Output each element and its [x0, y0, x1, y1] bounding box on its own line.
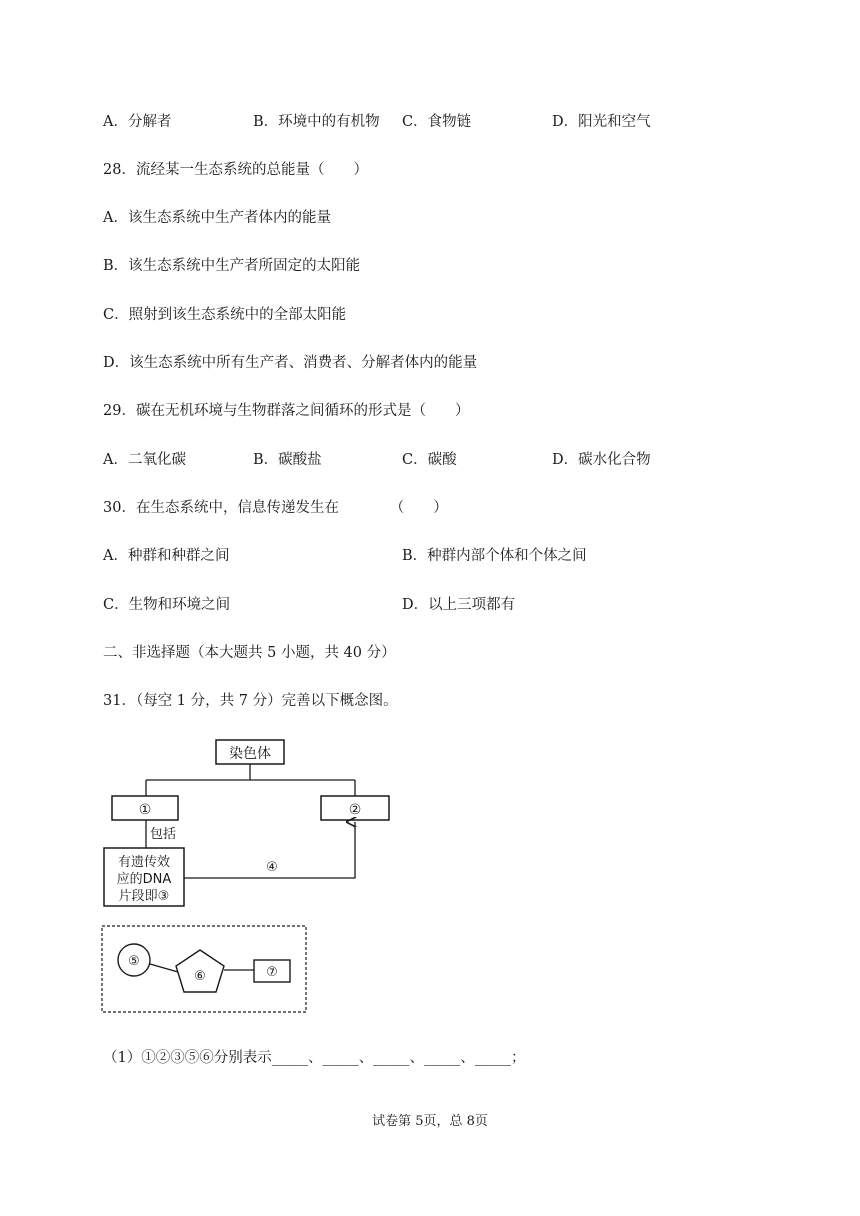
q28-option-a: A．该生态系统中生产者体内的能量 — [103, 210, 331, 226]
section2-heading: 二、非选择题（本大题共 5 小题，共 40 分） — [103, 645, 396, 661]
q31-stem: 31．（每空 1 分，共 7 分）完善以下概念图。 — [103, 693, 398, 709]
q27-option-b: B．环境中的有机物 — [253, 114, 380, 130]
q27-option-a: A．分解者 — [103, 114, 172, 130]
dna-label-line1: 有遗传效 — [117, 855, 171, 870]
q28-stem: 28．流经某一生态系统的总能量（ ） — [103, 162, 368, 178]
dna-label-line3: 片段即③ — [118, 889, 170, 904]
box-2-label: ② — [348, 802, 362, 818]
q29-stem: 29．碳在无机环境与生物群落之间循环的形式是（ ） — [103, 403, 470, 419]
box-1-label: ① — [138, 802, 152, 818]
q29-option-c: C．碳酸 — [402, 452, 457, 468]
q29-option-a: A．二氧化碳 — [103, 452, 186, 468]
q29-option-b: B．碳酸盐 — [253, 452, 322, 468]
q31-sub1: （1）①②③⑤⑥分别表示_____、_____、_____、_____、_____； — [103, 1050, 526, 1066]
q30-option-a: A．种群和种群之间 — [103, 548, 230, 564]
pentagon-6-label: ⑥ — [194, 969, 206, 984]
arrow-4-label: ④ — [266, 860, 278, 875]
page-footer: 试卷第 5页，总 8页 — [372, 1114, 488, 1129]
box-7-label: ⑦ — [266, 965, 278, 980]
q28-option-d: D．该生态系统中所有生产者、消费者、分解者体内的能量 — [103, 355, 478, 371]
q27-option-d: D．阳光和空气 — [552, 114, 651, 130]
q29-option-d: D．碳水化合物 — [552, 452, 651, 468]
q28-option-c: C．照射到该生态系统中的全部太阳能 — [103, 307, 347, 323]
q30-option-b: B．种群内部个体和个体之间 — [402, 548, 587, 564]
q30-stem: 30．在生态系统中，信息传递发生在 （ ） — [103, 500, 448, 516]
circle-5-label: ⑤ — [128, 954, 140, 969]
dna-label-line2: 应的DNA — [116, 872, 172, 887]
q28-option-b: B．该生态系统中生产者所固定的太阳能 — [103, 258, 361, 274]
link-5-6 — [150, 964, 178, 972]
q30-option-d: D．以上三项都有 — [402, 597, 516, 613]
q27-option-c: C．食物链 — [402, 114, 472, 130]
includes-label: 包括 — [150, 827, 177, 842]
chromosome-label: 染色体 — [229, 746, 271, 762]
q30-option-c: C．生物和环境之间 — [103, 597, 231, 613]
concept-diagram — [98, 732, 398, 1022]
